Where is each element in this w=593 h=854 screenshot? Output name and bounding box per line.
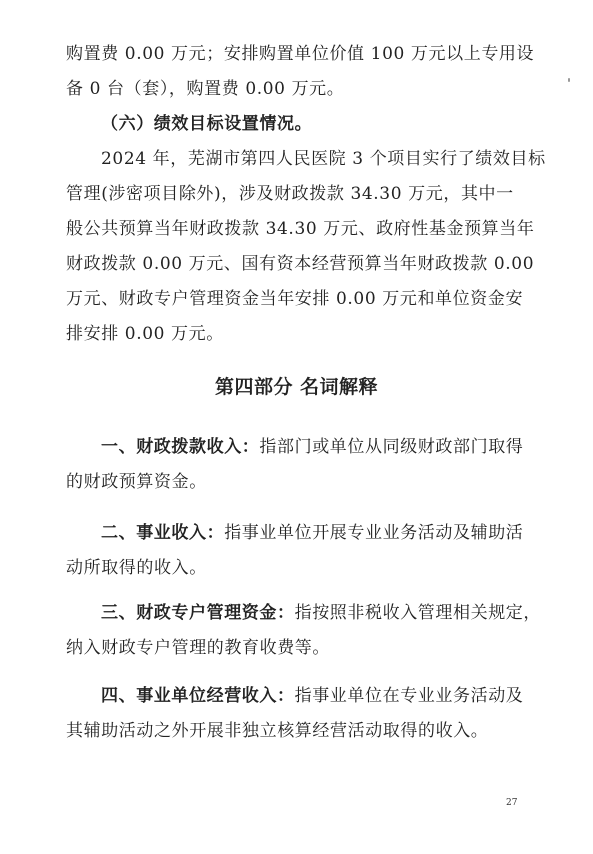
text-line: 购置费 0.00 万元；安排购置单位价值 100 万元以上专用设 <box>66 44 535 64</box>
definition-term: 四、事业单位经营收入： <box>101 686 295 706</box>
paragraph-line: 排安排 0.00 万元。 <box>66 324 224 344</box>
definition-item <box>101 601 571 625</box>
paragraph-line: 2024 年，芜湖市第四人民医院 3 个项目实行了绩效目标 <box>101 149 546 169</box>
definition-continuation: 纳入财政专户管理的教育收费等。 <box>66 638 330 658</box>
definition-text: 指事业单位在专业业务活动及 <box>294 686 524 706</box>
definition-continuation: 其辅助活动之外开展非独立核算经营活动取得的收入。 <box>66 721 489 741</box>
page-number: 27 <box>506 798 518 808</box>
definition-continuation: 的财政预算资金。 <box>66 472 207 492</box>
paragraph-line: 般公共预算当年财政拨款 34.30 万元、政府性基金预算当年 <box>66 219 535 239</box>
definition-term: 二、事业收入： <box>101 523 225 543</box>
text-line: 备 0 台（套），购置费 0.00 万元。 <box>66 79 345 99</box>
definition-text: 指部门或单位从同级财政部门取得 <box>259 437 524 457</box>
paragraph-line: 财政拨款 0.00 万元、国有资本经营预算当年财政拨款 0.00 <box>66 254 535 274</box>
part-title: 第四部分 名词解释 <box>214 376 379 398</box>
definition-item <box>101 435 571 459</box>
definition-continuation: 动所取得的收入。 <box>66 558 207 578</box>
scan-speck <box>568 78 570 82</box>
section-heading: （六）绩效目标设置情况。 <box>101 114 313 134</box>
definition-text: 指按照非税收入管理相关规定， <box>294 603 542 623</box>
definition-text: 指事业单位开展专业业务活动及辅助活 <box>224 523 524 543</box>
paragraph-line: 管理(涉密项目除外)，涉及财政拨款 34.30 万元，其中一 <box>66 184 514 204</box>
definition-item <box>101 521 571 545</box>
paragraph-line: 万元、财政专户管理资金当年安排 0.00 万元和单位资金安 <box>66 289 524 309</box>
definition-term: 三、财政专户管理资金： <box>101 603 295 623</box>
definition-item <box>101 684 571 708</box>
definition-term: 一、财政拨款收入： <box>101 437 260 457</box>
